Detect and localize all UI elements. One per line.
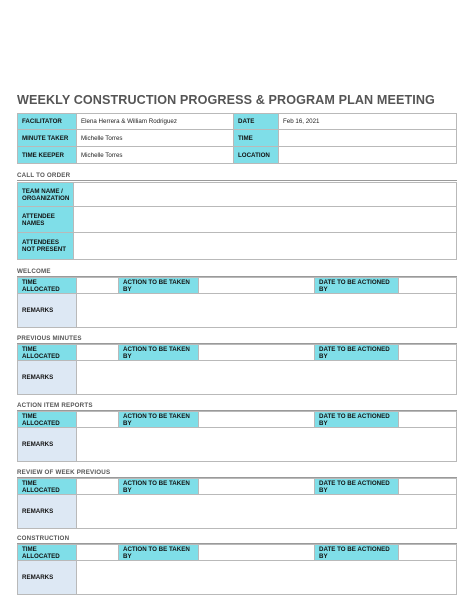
remarks-field[interactable]	[77, 361, 457, 395]
remarks-field[interactable]	[77, 428, 457, 462]
section-divider	[17, 180, 457, 181]
action-taken-by-field[interactable]	[199, 278, 315, 294]
date-actioned-by-field[interactable]	[399, 545, 457, 561]
facilitator-field[interactable]: Elena Herrera & William Rodriguez	[77, 114, 234, 130]
location-field[interactable]	[279, 147, 457, 164]
remarks-label: REMARKS	[18, 361, 77, 395]
section-heading: CONSTRUCTION	[17, 535, 70, 542]
action-taken-by-field[interactable]	[199, 479, 315, 495]
agenda-table	[17, 344, 457, 395]
date-actioned-by-label: DATE TO BE ACTIONED BY	[315, 412, 399, 428]
date-actioned-by-label: DATE TO BE ACTIONED BY	[315, 345, 399, 361]
time-allocated-field[interactable]	[77, 545, 119, 561]
time-allocated-field[interactable]	[77, 278, 119, 294]
remarks-label: REMARKS	[18, 495, 77, 529]
date-actioned-by-field[interactable]	[399, 412, 457, 428]
remarks-field[interactable]	[77, 495, 457, 529]
meeting-info-table	[17, 113, 457, 164]
time-label: TIME	[234, 130, 279, 147]
date-actioned-by-label: DATE TO BE ACTIONED BY	[315, 278, 399, 294]
facilitator-label: FACILITATOR	[18, 114, 77, 130]
action-taken-by-label: ACTION TO BE TAKEN BY	[119, 345, 199, 361]
action-taken-by-label: ACTION TO BE TAKEN BY	[119, 479, 199, 495]
location-label: LOCATION	[234, 147, 279, 164]
remarks-label: REMARKS	[18, 561, 77, 595]
team-name-field[interactable]	[74, 183, 457, 207]
time-allocated-label: TIME ALLOCATED	[18, 278, 77, 294]
agenda-table	[17, 277, 457, 328]
time-keeper-field[interactable]: Michelle Torres	[77, 147, 234, 164]
action-taken-by-field[interactable]	[199, 545, 315, 561]
date-actioned-by-field[interactable]	[399, 278, 457, 294]
agenda-table	[17, 478, 457, 529]
attendee-names-label: ATTENDEE NAMES	[18, 207, 74, 233]
action-taken-by-field[interactable]	[199, 345, 315, 361]
action-taken-by-field[interactable]	[199, 412, 315, 428]
time-allocated-label: TIME ALLOCATED	[18, 479, 77, 495]
time-allocated-field[interactable]	[77, 412, 119, 428]
attendees-not-present-field[interactable]	[74, 233, 457, 260]
section-heading: REVIEW OF WEEK PREVIOUS	[17, 469, 111, 476]
attendee-names-field[interactable]	[74, 207, 457, 233]
time-allocated-label: TIME ALLOCATED	[18, 545, 77, 561]
date-actioned-by-field[interactable]	[399, 345, 457, 361]
team-name-label: TEAM NAME / ORGANIZATION	[18, 183, 74, 207]
date-actioned-by-field[interactable]	[399, 479, 457, 495]
call-to-order-heading: CALL TO ORDER	[17, 172, 71, 179]
time-allocated-field[interactable]	[77, 345, 119, 361]
time-allocated-label: TIME ALLOCATED	[18, 412, 77, 428]
call-to-order-table	[17, 182, 457, 260]
page-title: WEEKLY CONSTRUCTION PROGRESS & PROGRAM PLAN MEETING	[17, 93, 435, 107]
remarks-label: REMARKS	[18, 294, 77, 328]
time-field[interactable]	[279, 130, 457, 147]
minute-taker-field[interactable]: Michelle Torres	[77, 130, 234, 147]
action-taken-by-label: ACTION TO BE TAKEN BY	[119, 278, 199, 294]
section-heading: PREVIOUS MINUTES	[17, 335, 82, 342]
date-field[interactable]: Feb 16, 2021	[279, 114, 457, 130]
attendees-not-present-label: ATTENDEES NOT PRESENT	[18, 233, 74, 260]
date-label: DATE	[234, 114, 279, 130]
date-actioned-by-label: DATE TO BE ACTIONED BY	[315, 545, 399, 561]
remarks-field[interactable]	[77, 294, 457, 328]
date-actioned-by-label: DATE TO BE ACTIONED BY	[315, 479, 399, 495]
section-heading: ACTION ITEM REPORTS	[17, 402, 93, 409]
time-allocated-field[interactable]	[77, 479, 119, 495]
agenda-table	[17, 544, 457, 595]
time-allocated-label: TIME ALLOCATED	[18, 345, 77, 361]
action-taken-by-label: ACTION TO BE TAKEN BY	[119, 412, 199, 428]
minute-taker-label: MINUTE TAKER	[18, 130, 77, 147]
remarks-field[interactable]	[77, 561, 457, 595]
remarks-label: REMARKS	[18, 428, 77, 462]
agenda-table	[17, 411, 457, 462]
time-keeper-label: TIME KEEPER	[18, 147, 77, 164]
section-heading: WELCOME	[17, 268, 51, 275]
action-taken-by-label: ACTION TO BE TAKEN BY	[119, 545, 199, 561]
